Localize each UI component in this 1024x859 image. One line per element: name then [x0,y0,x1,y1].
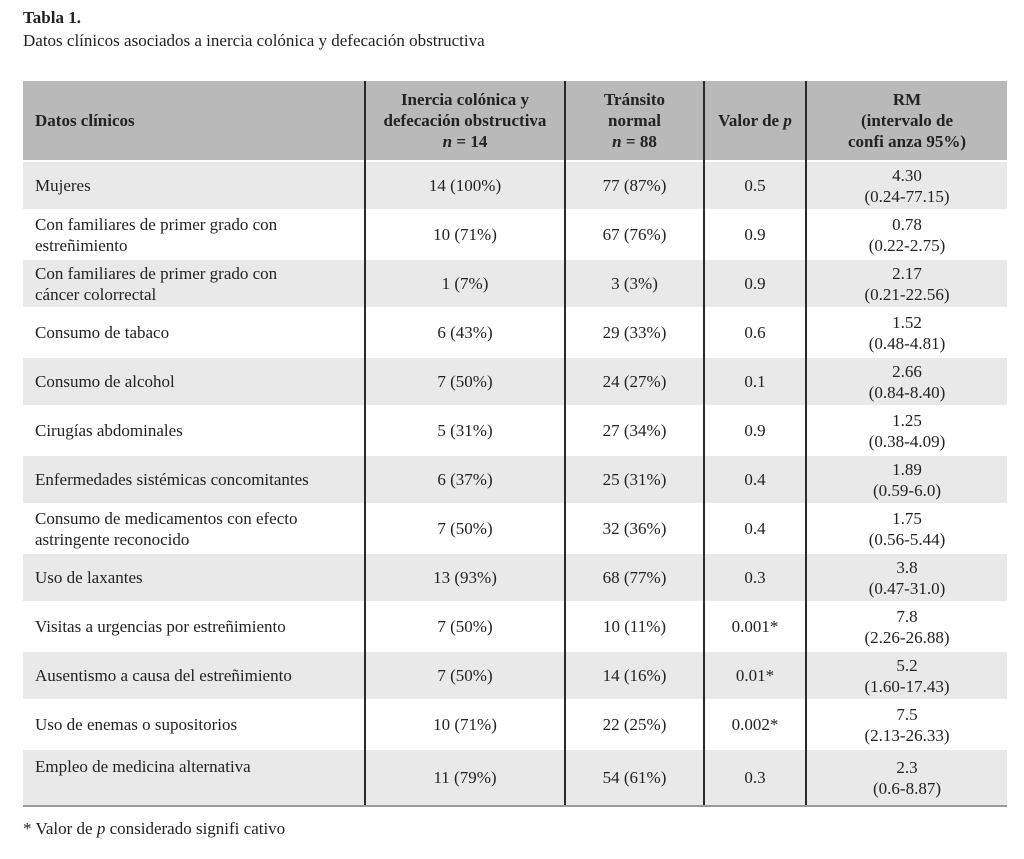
rm-value: 1.75 (0.56-5.44) [806,504,1007,553]
p-value: 0.5 [704,161,806,210]
inercia-value: 11 (79%) [365,749,565,806]
rm-value: 2.17 (0.21-22.56) [806,259,1007,308]
transito-value: 67 (76%) [565,210,704,259]
table-caption-title: Tabla 1. [23,8,81,27]
transito-value: 29 (33%) [565,308,704,357]
row-label: Empleo de medicina alternativa [23,749,365,806]
transito-value: 24 (27%) [565,357,704,406]
row-label: Con familiares de primer grado con cáncer colorrectal [23,259,365,308]
inercia-value: 14 (100%) [365,161,565,210]
clinical-data-table [23,81,1007,807]
table-row [23,210,1007,259]
inercia-value: 10 (71%) [365,210,565,259]
table-row [23,308,1007,357]
inercia-value: 10 (71%) [365,700,565,749]
row-label: Con familiares de primer grado con estreñimiento [23,210,365,259]
transito-value: 25 (31%) [565,455,704,504]
transito-value: 14 (16%) [565,651,704,700]
rm-value: 4.30 (0.24-77.15) [806,161,1007,210]
p-value: 0.002* [704,700,806,749]
p-value: 0.3 [704,749,806,806]
table-row [23,161,1007,210]
transito-value: 3 (3%) [565,259,704,308]
p-value: 0.6 [704,308,806,357]
header-datos-clinicos: Datos clínicos [23,81,365,161]
transito-value: 32 (36%) [565,504,704,553]
row-label: Cirugías abdominales [23,406,365,455]
inercia-value: 13 (93%) [365,553,565,602]
rm-value: 7.5 (2.13-26.33) [806,700,1007,749]
row-label: Enfermedades sistémicas concomitantes [23,455,365,504]
inercia-value: 6 (43%) [365,308,565,357]
table-row [23,700,1007,749]
table-row [23,749,1007,806]
header-valor-p: Valor de p [704,81,806,161]
rm-value: 3.8 (0.47-31.0) [806,553,1007,602]
row-label: Uso de laxantes [23,553,365,602]
header-row [23,81,1007,161]
p-value: 0.9 [704,406,806,455]
transito-value: 77 (87%) [565,161,704,210]
table-row [23,553,1007,602]
table-row [23,602,1007,651]
transito-value: 27 (34%) [565,406,704,455]
row-label: Consumo de tabaco [23,308,365,357]
row-label: Uso de enemas o supositorios [23,700,365,749]
row-label: Ausentismo a causa del estreñimiento [23,651,365,700]
p-value: 0.4 [704,504,806,553]
rm-value: 1.52 (0.48-4.81) [806,308,1007,357]
inercia-value: 7 (50%) [365,504,565,553]
p-value: 0.1 [704,357,806,406]
p-value: 0.001* [704,602,806,651]
inercia-value: 6 (37%) [365,455,565,504]
p-value: 0.01* [704,651,806,700]
row-label: Mujeres [23,161,365,210]
table-row [23,259,1007,308]
p-value: 0.4 [704,455,806,504]
transito-value: 68 (77%) [565,553,704,602]
p-value: 0.9 [704,259,806,308]
header-inercia-colonica: Inercia colónica y defecación obstructiva n = 14 [365,81,565,161]
table-row [23,406,1007,455]
header-rm: RM (intervalo de confi anza 95%) [806,81,1007,161]
rm-value: 2.66 (0.84-8.40) [806,357,1007,406]
row-label: Consumo de alcohol [23,357,365,406]
row-label: Visitas a urgencias por estreñimiento [23,602,365,651]
table-body [23,161,1007,806]
inercia-value: 7 (50%) [365,651,565,700]
inercia-value: 7 (50%) [365,357,565,406]
rm-value: 1.89 (0.59-6.0) [806,455,1007,504]
transito-value: 22 (25%) [565,700,704,749]
rm-value: 2.3 (0.6-8.87) [806,749,1007,806]
header-transito-normal: Tránsito normal n = 88 [565,81,704,161]
rm-value: 5.2 (1.60-17.43) [806,651,1007,700]
transito-value: 10 (11%) [565,602,704,651]
table-caption-subtitle: Datos clínicos asociados a inercia colónica y defecación obstructiva [23,31,485,50]
table-row [23,651,1007,700]
inercia-value: 7 (50%) [365,602,565,651]
inercia-value: 5 (31%) [365,406,565,455]
table-row [23,455,1007,504]
table-footnote: * Valor de p considerado signifi cativo [23,819,286,838]
transito-value: 54 (61%) [565,749,704,806]
table-row [23,504,1007,553]
p-value: 0.3 [704,553,806,602]
row-label: Consumo de medicamentos con efecto astringente reconocido [23,504,365,553]
rm-value: 1.25 (0.38-4.09) [806,406,1007,455]
rm-value: 7.8 (2.26-26.88) [806,602,1007,651]
table-row [23,357,1007,406]
p-value: 0.9 [704,210,806,259]
inercia-value: 1 (7%) [365,259,565,308]
rm-value: 0.78 (0.22-2.75) [806,210,1007,259]
